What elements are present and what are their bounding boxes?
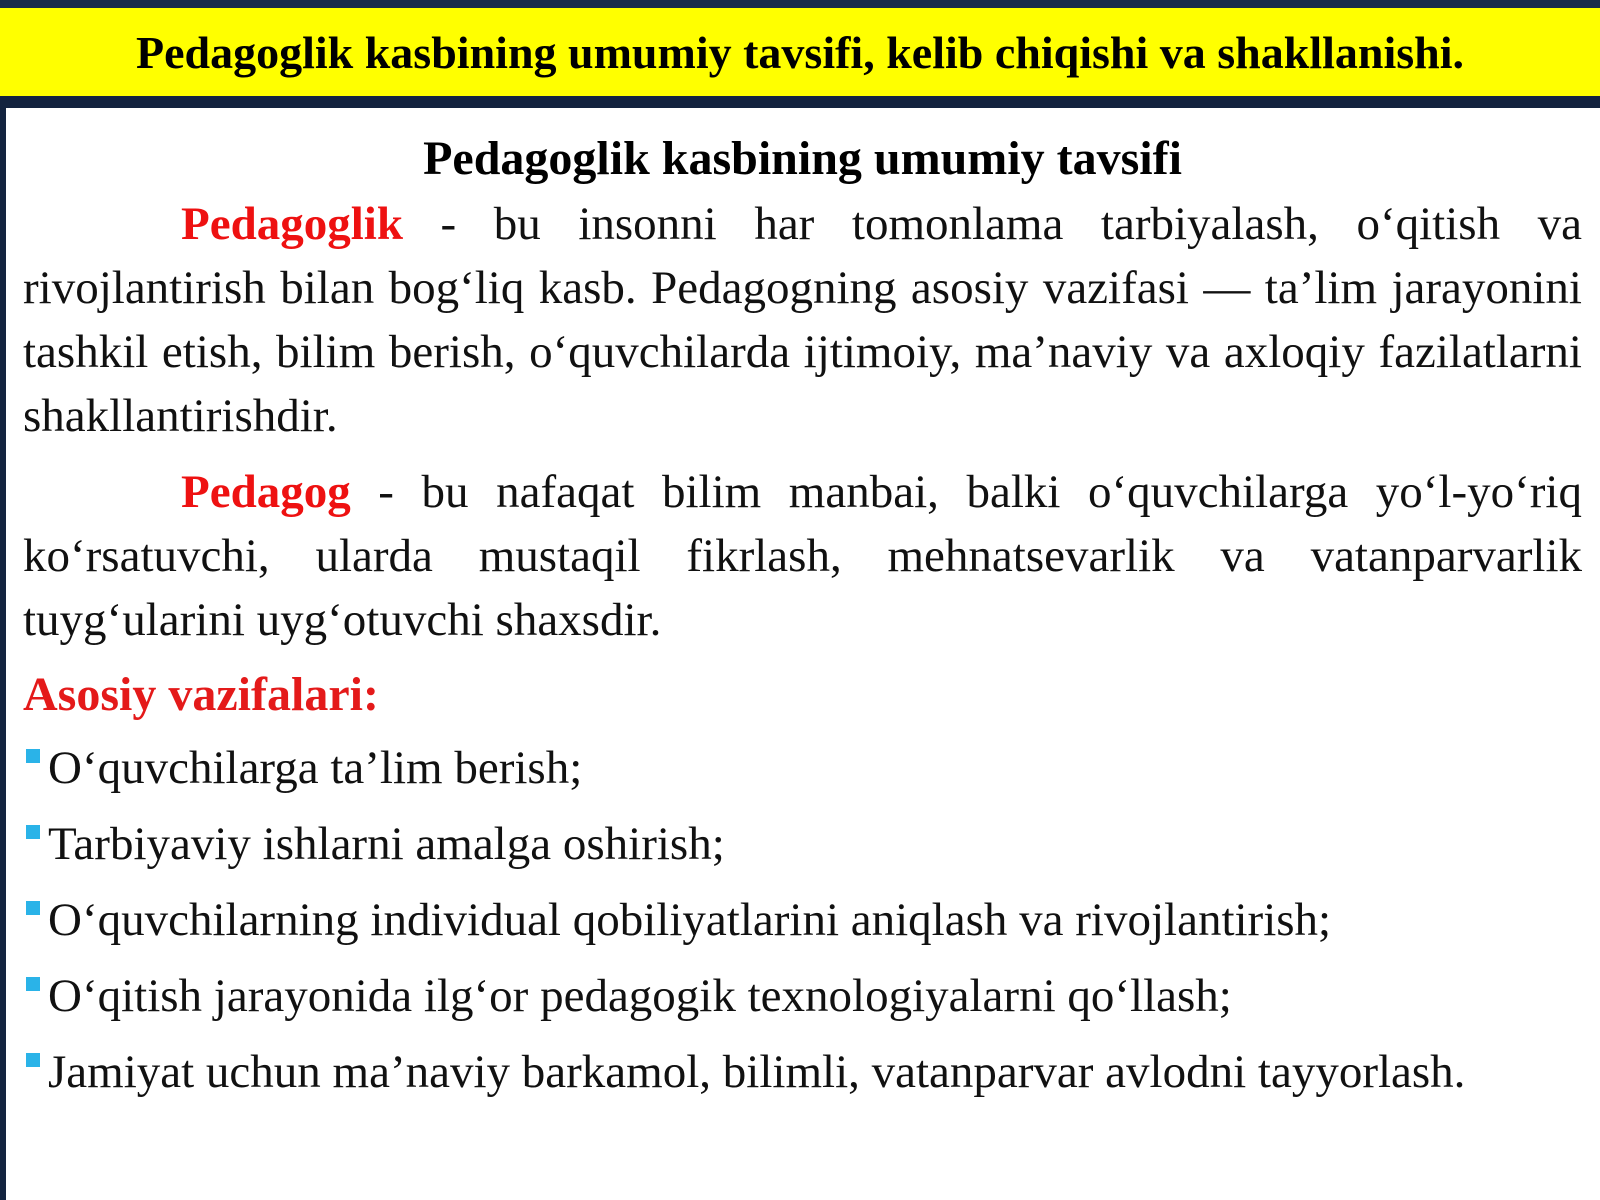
definition-text-pedagoglik: - bu insonni har tomonlama tarbiyalash, o‘qitish va rivojlantirish bilan bog‘liq kasb. Pedagogning asosiy vazifasi — ta’lim jarayonini tashkil etish, bilim berish, o‘quvchilarda ijtimoiy, ma’naviy va axloqiy fazilatlarni shakllantirishdir. xyxy=(23,197,1582,442)
list-item xyxy=(23,965,1582,1027)
list-item xyxy=(23,737,1582,799)
square-bullet-icon xyxy=(26,749,40,763)
list-item-text: Jamiyat uchun ma’naviy barkamol, bilimli, vatanparvar avlodni tayyorlash. xyxy=(48,1046,1466,1099)
term-pedagoglik: Pedagoglik xyxy=(181,197,403,250)
slide-subtitle: Pedagoglik kasbining umumiy tavsifi xyxy=(423,132,1182,185)
slide-title: Pedagoglik kasbining umumiy tavsifi, kelib chiqishi va shakllanishi. xyxy=(135,26,1465,78)
list-item-text: O‘qitish jarayonida ilg‘or pedagogik texnologiyalarni qo‘llash; xyxy=(48,970,1232,1023)
list-item-text: Tarbiyaviy ishlarni amalga oshirish; xyxy=(48,818,725,871)
definition-paragraph-pedagoglik xyxy=(23,192,1582,448)
list-item xyxy=(23,813,1582,875)
definition-paragraph-pedagog xyxy=(23,460,1582,652)
list-item-text: O‘quvchilarga ta’lim berish; xyxy=(48,742,583,795)
term-pedagog: Pedagog xyxy=(181,465,351,518)
square-bullet-icon xyxy=(26,977,40,991)
square-bullet-icon xyxy=(26,1053,40,1067)
title-bar xyxy=(0,8,1600,96)
list-item xyxy=(23,1041,1582,1103)
top-stripe xyxy=(0,0,1600,8)
slide-content xyxy=(6,108,1600,1200)
tasks-heading: Asosiy vazifalari: xyxy=(23,667,379,721)
list-item-text: O‘quvchilarning individual qobiliyatlarini aniqlash va rivojlantirish; xyxy=(48,894,1332,947)
tasks-list xyxy=(23,737,1582,1103)
list-item xyxy=(23,889,1582,951)
square-bullet-icon xyxy=(26,825,40,839)
definition-text-pedagog: - bu nafaqat bilim manbai, balki o‘quvchilarga yo‘l-yo‘riq ko‘rsatuvchi, ularda mustaqil fikrlash, mehnatsevarlik va vatanparvarlik tuyg‘ularini uyg‘otuvchi shaxsdir. xyxy=(23,465,1582,646)
square-bullet-icon xyxy=(26,901,40,915)
